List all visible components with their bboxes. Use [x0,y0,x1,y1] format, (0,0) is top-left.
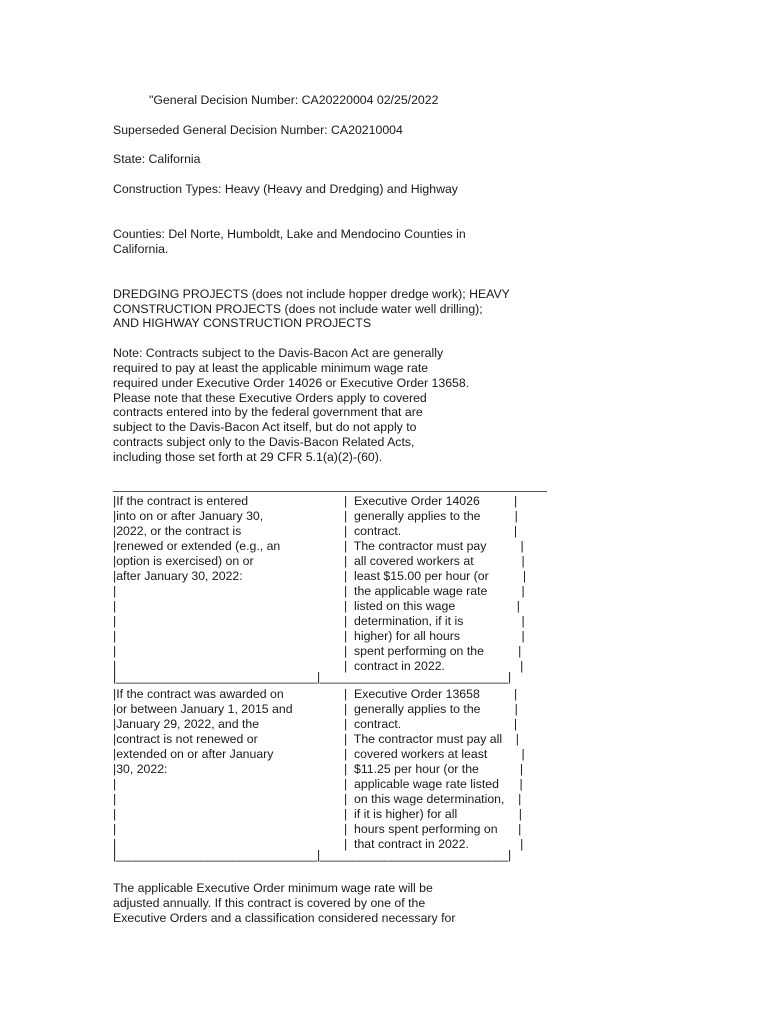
table-row-bottom-rule: |_______________________________|_____________________________| [113,670,511,684]
projects-line-1: DREDGING PROJECTS (does not include hopper dredge work); HEAVY [113,287,510,301]
note-line-2: required to pay at least the applicable minimum wage rate [113,361,429,375]
state-line: State: California [113,152,201,166]
table-cell-left-line: | [113,837,117,851]
table-cell-right-line: | The contractor must pay | [344,539,524,553]
table-cell-right-line: | if it is higher) for all | [344,807,522,821]
table-cell-left-line: |renewed or extended (e.g., an [113,539,281,553]
table-cell-left-line: |extended on or after January [113,747,274,761]
table-cell-right-line: | determination, if it is | [344,614,525,628]
table-cell-right-line: | least $15.00 per hour (or | [344,569,527,583]
table-cell-left-line: |If the contract is entered [113,494,249,508]
table-cell-left-line: | [113,807,117,821]
table-cell-left-line: |or between January 1, 2015 and [113,702,293,716]
note-line-4: Please note that these Executive Orders apply to covered [113,391,427,405]
note-line-5: contracts entered into by the federal government that are [113,405,423,419]
table-cell-right-line: | applicable wage rate listed | [344,777,523,791]
table-cell-left-line: | [113,599,117,613]
table-cell-right-line: | generally applies to the | [344,509,518,523]
table-cell-right-line: | contract. | [344,524,518,538]
table-cell-left-line: |2022, or the contract is [113,524,242,538]
table-cell-right-line: | contract in 2022. | [344,659,524,673]
counties-line-2: California. [113,242,169,256]
table-cell-right-line: | $11.25 per hour (or the | [344,762,524,776]
table-cell-left-line: |option is exercised) on or [113,554,254,568]
table-cell-right-line: | contract. | [344,717,518,731]
counties-line-1: Counties: Del Norte, Humboldt, Lake and Mendocino Counties in [113,227,466,241]
table-cell-left-line: |If the contract was awarded on [113,687,284,701]
table-cell-left-line: | [113,777,117,791]
table-top-rule [113,491,547,492]
table-cell-left-line: | [113,614,117,628]
table-cell-left-line: | [113,822,117,836]
table-cell-left-line: | [113,792,117,806]
table-cell-right-line: | higher) for all hours | [344,629,525,643]
table-cell-right-line: | The contractor must pay all | [344,732,519,746]
note-line-6: subject to the Davis-Bacon Act itself, but do not apply to [113,420,417,434]
table-cell-right-line: | hours spent performing on | [344,822,522,836]
closing-line-3: Executive Orders and a classification considered necessary for [113,911,456,925]
table-row-bottom-rule: |_______________________________|_____________________________| [113,848,511,862]
table-cell-right-line: | all covered workers at | [344,554,525,568]
table-cell-right-line: | that contract in 2022. | [344,837,524,851]
table-cell-left-line: | [113,659,117,673]
table-cell-left-line: |contract is not renewed or [113,732,258,746]
table-cell-left-line: |after January 30, 2022: [113,569,243,583]
construction-types: Construction Types: Heavy (Heavy and Dredging) and Highway [113,182,458,196]
projects-line-2: CONSTRUCTION PROJECTS (does not include water well drilling); [113,302,483,316]
table-cell-left-line: |into on or after January 30, [113,509,264,523]
closing-line-2: adjusted annually. If this contract is covered by one of the [113,896,426,910]
note-line-1: Note: Contracts subject to the Davis-Bacon Act are generally [113,346,444,360]
closing-line-1: The applicable Executive Order minimum wage rate will be [113,881,433,895]
table-cell-right-line: | spent performing on the | [344,644,522,658]
table-cell-right-line: | generally applies to the | [344,702,518,716]
table-cell-left-line: | [113,629,117,643]
table-cell-right-line: | on this wage determination, | [344,792,522,806]
note-line-8: including those set forth at 29 CFR 5.1(a)(2)-(60). [113,450,383,464]
table-cell-right-line: | Executive Order 13658 | [344,687,518,701]
note-line-7: contracts subject only to the Davis-Bacon Related Acts, [113,435,415,449]
projects-line-3: AND HIGHWAY CONSTRUCTION PROJECTS [113,316,372,330]
note-line-3: required under Executive Order 14026 or Executive Order 13658. [113,376,470,390]
table-cell-right-line: | covered workers at least | [344,747,525,761]
decision-number: "General Decision Number: CA20220004 02/25/2022 [149,93,439,107]
superseded-decision: Superseded General Decision Number: CA20210004 [113,123,403,137]
table-cell-right-line: | Executive Order 14026 | [344,494,518,508]
table-cell-right-line: | listed on this wage | [344,599,520,613]
table-cell-left-line: | [113,584,117,598]
table-cell-left-line: | [113,644,117,658]
table-cell-right-line: | the applicable wage rate | [344,584,525,598]
table-cell-left-line: |January 29, 2022, and the [113,717,260,731]
table-cell-left-line: |30, 2022: [113,762,168,776]
